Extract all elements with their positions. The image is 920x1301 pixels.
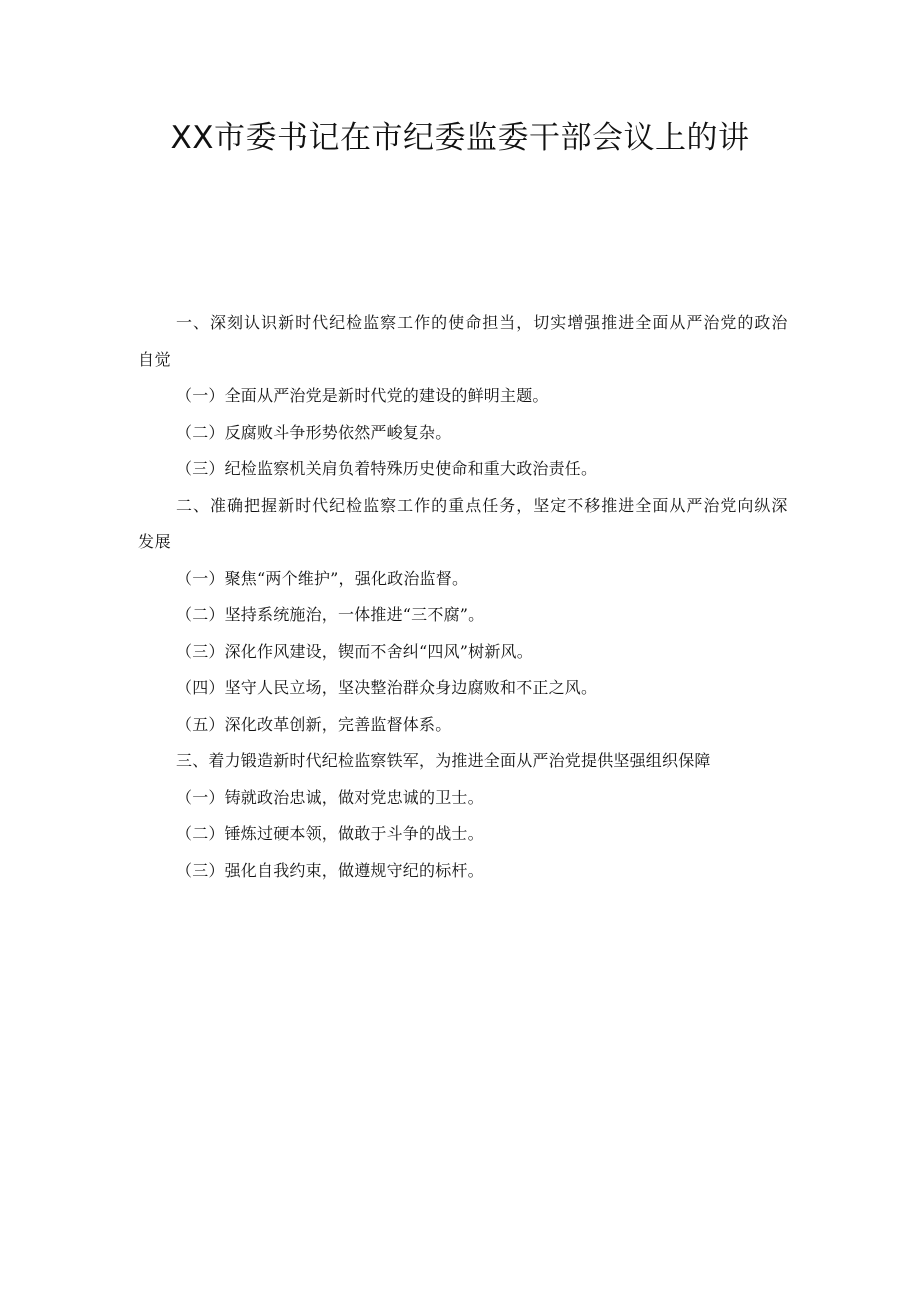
section-1-item-1: （一）全面从严治党是新时代党的建设的鲜明主题。 bbox=[176, 386, 549, 405]
section-2-item-4: （四）坚守人民立场，坚决整治群众身边腐败和不正之风。 bbox=[176, 678, 598, 697]
section-heading-2: 二、准确把握新时代纪检监察工作的重点任务，坚定不移推进全面从严治党向纵深发展 bbox=[138, 495, 788, 551]
section-1-item-2: （二）反腐败斗争形势依然严峻复杂。 bbox=[176, 422, 452, 442]
section-2-item-5: （五）深化改革创新，完善监督体系。 bbox=[176, 714, 452, 734]
section-heading-3: 三、着力锻造新时代纪检监察铁军，为推进全面从严治党提供坚强组织保障 bbox=[176, 751, 711, 770]
section-1-item-3: （三）纪检监察机关肩负着特殊历史使命和重大政治责任。 bbox=[176, 459, 598, 478]
document-body bbox=[138, 305, 788, 889]
section-heading-1: 一、深刻认识新时代纪检监察工作的使命担当，切实增强推进全面从严治党的政治自觉 bbox=[138, 313, 788, 369]
section-3-item-2: （二）锤炼过硬本领，做敢于斗争的战士。 bbox=[176, 824, 484, 843]
section-2-item-3: （三）深化作风建设，锲而不舍纠“四风”树新风。 bbox=[176, 641, 533, 661]
section-3-item-3: （三）强化自我约束，做遵规守纪的标杆。 bbox=[176, 860, 484, 880]
section-3-item-1: （一）铸就政治忠诚，做对党忠诚的卫士。 bbox=[176, 787, 484, 807]
document-title: XX市委书记在市纪委监委干部会议上的讲 bbox=[170, 120, 750, 156]
section-2-item-2: （二）坚持系统施治，一体推进“三不腐”。 bbox=[176, 605, 485, 624]
section-2-item-1: （一）聚焦“两个维护”，强化政治监督。 bbox=[176, 568, 469, 588]
